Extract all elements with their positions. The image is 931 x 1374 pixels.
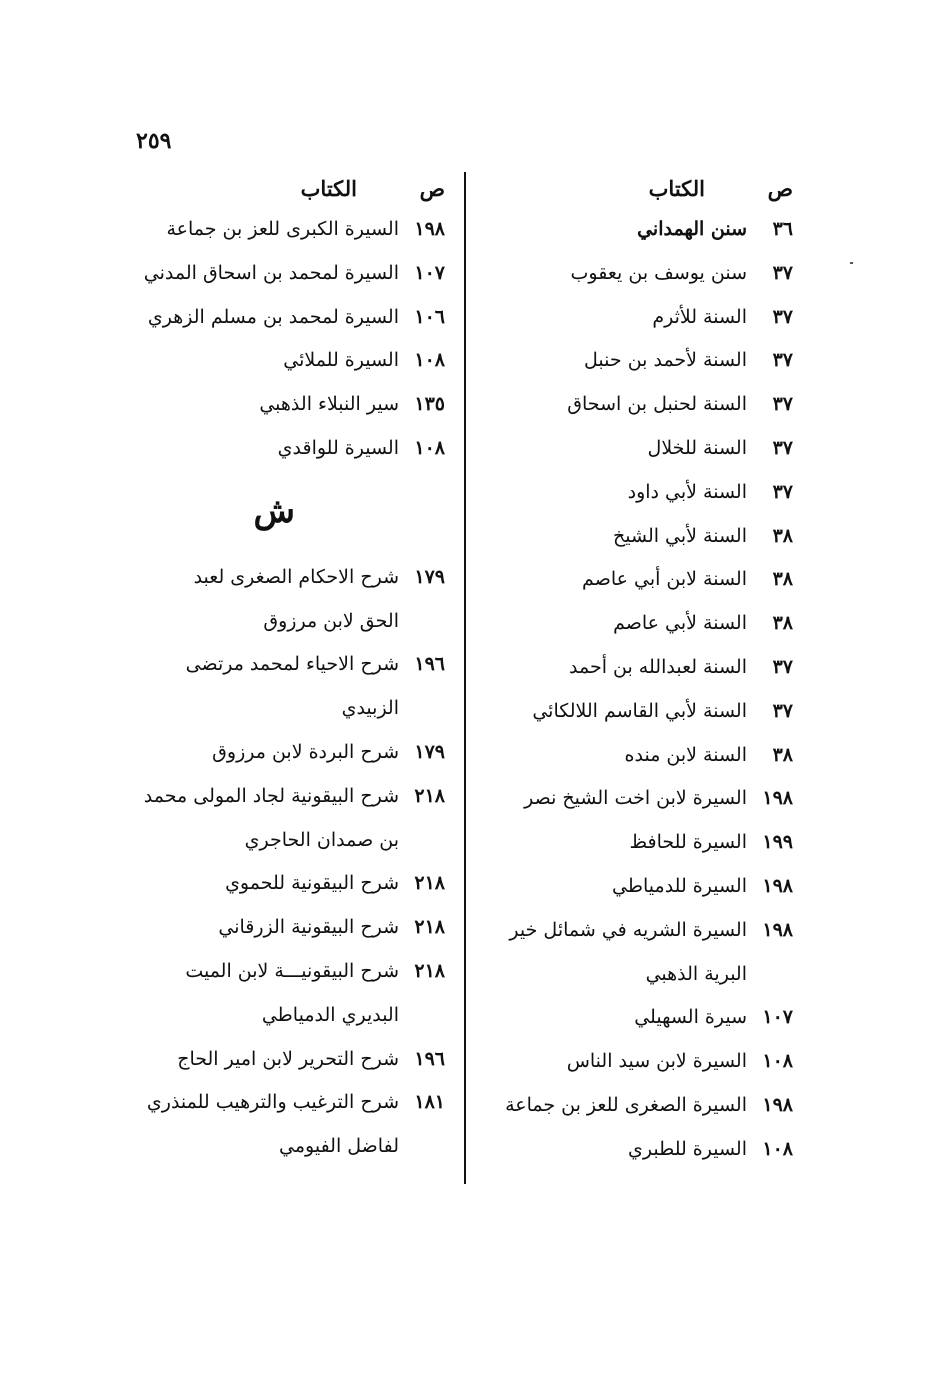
entry-page-number: ٢١٨ <box>414 784 445 807</box>
entry-title: السيرة للحافظ <box>629 831 747 854</box>
index-entry <box>95 1081 445 1125</box>
entry-page-number: ٣٨ <box>772 743 793 766</box>
entry-title: السيرة الكبرى للعز بن جماعة <box>166 218 399 240</box>
index-entry <box>463 909 793 953</box>
entry-page-number: ٣٧ <box>772 349 793 372</box>
index-entry <box>463 821 793 865</box>
index-list <box>463 208 793 1172</box>
index-entry <box>463 1084 793 1128</box>
entry-page-number: ١٩٦ <box>414 653 445 676</box>
index-entry <box>463 208 793 252</box>
index-entry <box>95 1038 445 1082</box>
entry-page-number: ١٩٨ <box>762 874 793 897</box>
entry-page-number: ١٠٨ <box>762 1137 793 1160</box>
book-header-label: الكتاب <box>300 175 357 201</box>
entry-title-continuation: البرية الذهبي <box>645 962 747 985</box>
entry-title: سيرة السهيلي <box>634 1006 747 1029</box>
scan-speck <box>850 262 853 264</box>
entry-page-number: ١٩٩ <box>762 831 793 854</box>
entry-title: السيرة للواقدي <box>277 436 399 459</box>
index-entry <box>463 471 793 515</box>
entry-title-continuation: بن صمدان الحاجري <box>244 828 399 851</box>
index-entry <box>463 734 793 778</box>
entry-title: شرح الاحكام الصغرى لعبد <box>193 565 399 588</box>
entry-page-number: ٣٨ <box>772 612 793 635</box>
entry-title: السنة لأبي عاصم <box>613 612 747 635</box>
index-entry <box>95 775 445 819</box>
index-entry <box>463 777 793 821</box>
column-header <box>95 168 445 208</box>
entry-title: السيرة للدمياطي <box>612 874 747 897</box>
entry-title: شرح البيقونيـــة لابن الميت <box>185 959 399 982</box>
index-entry <box>95 906 445 950</box>
entry-title: السيرة لابن اخت الشيخ نصر <box>524 787 747 810</box>
entry-title: السنة لحنبل بن اسحاق <box>567 393 747 416</box>
entry-page-number: ٣٧ <box>772 655 793 678</box>
entry-page-number: ١٠٨ <box>414 349 445 372</box>
entry-title: السنة لابن منده <box>624 743 747 766</box>
entry-title: السيرة للطبري <box>628 1137 747 1160</box>
index-entry <box>95 556 445 600</box>
entry-page-number: ١٣٥ <box>414 393 445 416</box>
entry-title-continuation: الزبيدي <box>341 697 399 720</box>
entry-page-number: ١٠٨ <box>762 1050 793 1073</box>
entry-title: سنن الهمداني <box>637 218 747 240</box>
entry-page-number: ٣٦ <box>772 218 793 240</box>
entry-page-number: ٢١٨ <box>414 916 445 939</box>
entry-page-number: ١٠٧ <box>414 261 445 284</box>
entry-title: السيرة لمحمد بن مسلم الزهري <box>147 305 399 328</box>
index-entry <box>463 602 793 646</box>
entry-page-number: ١٩٦ <box>414 1047 445 1070</box>
index-entry <box>95 862 445 906</box>
index-list <box>95 556 445 1169</box>
index-entry <box>95 731 445 775</box>
index-list <box>95 208 445 471</box>
index-entry <box>95 339 445 383</box>
index-entry <box>95 208 445 252</box>
entry-title: شرح الاحياء لمحمد مرتضى <box>185 653 399 676</box>
index-entry <box>463 252 793 296</box>
book-header-label: الكتاب <box>648 175 705 201</box>
entry-title: شرح البيقونية الزرقاني <box>218 916 399 939</box>
entry-title: السنة للخلال <box>647 436 747 459</box>
entry-page-number: ١٩٨ <box>414 218 445 240</box>
index-entry <box>463 1040 793 1084</box>
index-entry <box>95 252 445 296</box>
index-entry <box>95 643 445 687</box>
entry-page-number: ١٠٧ <box>762 1006 793 1029</box>
entry-title: السيرة الصغرى للعز بن جماعة <box>505 1093 747 1116</box>
entry-title: السنة لأبي الشيخ <box>613 524 747 547</box>
index-entry <box>463 558 793 602</box>
entry-page-number: ٣٧ <box>772 393 793 416</box>
page-header-label: ص <box>419 175 445 201</box>
index-column-right <box>463 168 793 1172</box>
index-entry <box>95 383 445 427</box>
entry-page-number: ١٧٩ <box>414 740 445 763</box>
index-entry <box>95 296 445 340</box>
index-entry <box>463 1128 793 1172</box>
index-entry <box>463 515 793 559</box>
page-number: ٢٥٩ <box>136 128 172 154</box>
entry-title-continuation: الحق لابن مرزوق <box>263 609 399 632</box>
entry-title: شرح البردة لابن مرزوق <box>212 740 399 763</box>
entry-page-number: ١٠٦ <box>414 305 445 328</box>
entry-page-number: ١٨١ <box>414 1091 445 1114</box>
index-entry <box>463 383 793 427</box>
entry-title: شرح التحرير لابن امير الحاج <box>177 1047 399 1070</box>
index-entry <box>463 427 793 471</box>
entry-page-number: ٢١٨ <box>414 959 445 982</box>
entry-title: السيرة لمحمد بن اسحاق المدني <box>143 261 399 284</box>
entry-page-number: ١٠٨ <box>414 436 445 459</box>
entry-page-number: ١٩٨ <box>762 787 793 810</box>
entry-title: السنة لأبي داود <box>627 480 747 503</box>
entry-page-number: ٣٧ <box>772 699 793 722</box>
index-column-left <box>95 168 445 1169</box>
index-entry <box>463 996 793 1040</box>
entry-title: سير النبلاء الذهبي <box>259 393 399 416</box>
entry-title: السنة لعبدالله بن أحمد <box>569 655 747 678</box>
index-entry <box>463 296 793 340</box>
entry-page-number: ٣٧ <box>772 261 793 284</box>
entry-title: شرح البيقونية لجاد المولى محمد <box>143 784 399 807</box>
entry-title: السنة لابن أبي عاصم <box>582 568 747 591</box>
index-entry <box>463 339 793 383</box>
entry-page-number: ٣٨ <box>772 568 793 591</box>
page-header-label: ص <box>767 175 793 201</box>
entry-title: السيرة الشريه في شمائل خير <box>509 918 747 941</box>
entry-page-number: ٣٧ <box>772 305 793 328</box>
column-header <box>463 168 793 208</box>
index-entry <box>95 950 445 994</box>
entry-page-number: ١٩٨ <box>762 1093 793 1116</box>
entry-page-number: ١٩٨ <box>762 918 793 941</box>
entry-page-number: ٣٧ <box>772 480 793 503</box>
entry-title: شرح الترغيب والترهيب للمنذري <box>146 1091 399 1114</box>
entry-title: السنة لأحمد بن حنبل <box>584 349 747 372</box>
entry-page-number: ٣٧ <box>772 436 793 459</box>
index-entry <box>95 427 445 471</box>
entry-title: سنن يوسف بن يعقوب <box>570 261 747 284</box>
entry-page-number: ١٧٩ <box>414 565 445 588</box>
index-entry <box>463 690 793 734</box>
entry-title: شرح البيقونية للحموي <box>225 872 399 895</box>
entry-title-continuation: البديري الدمياطي <box>261 1003 399 1026</box>
entry-page-number: ٢١٨ <box>414 872 445 895</box>
entry-title: السنة للأثرم <box>652 305 747 328</box>
entry-title-continuation: لفاضل الفيومي <box>279 1135 399 1158</box>
index-entry <box>463 865 793 909</box>
section-letter: ش <box>253 490 295 531</box>
entry-title: السيرة للملائي <box>283 349 399 372</box>
entry-title: السيرة لابن سيد الناس <box>566 1050 747 1073</box>
entry-page-number: ٣٨ <box>772 524 793 547</box>
entry-title: السنة لأبي القاسم اللالكائي <box>532 699 747 722</box>
index-entry <box>463 646 793 690</box>
